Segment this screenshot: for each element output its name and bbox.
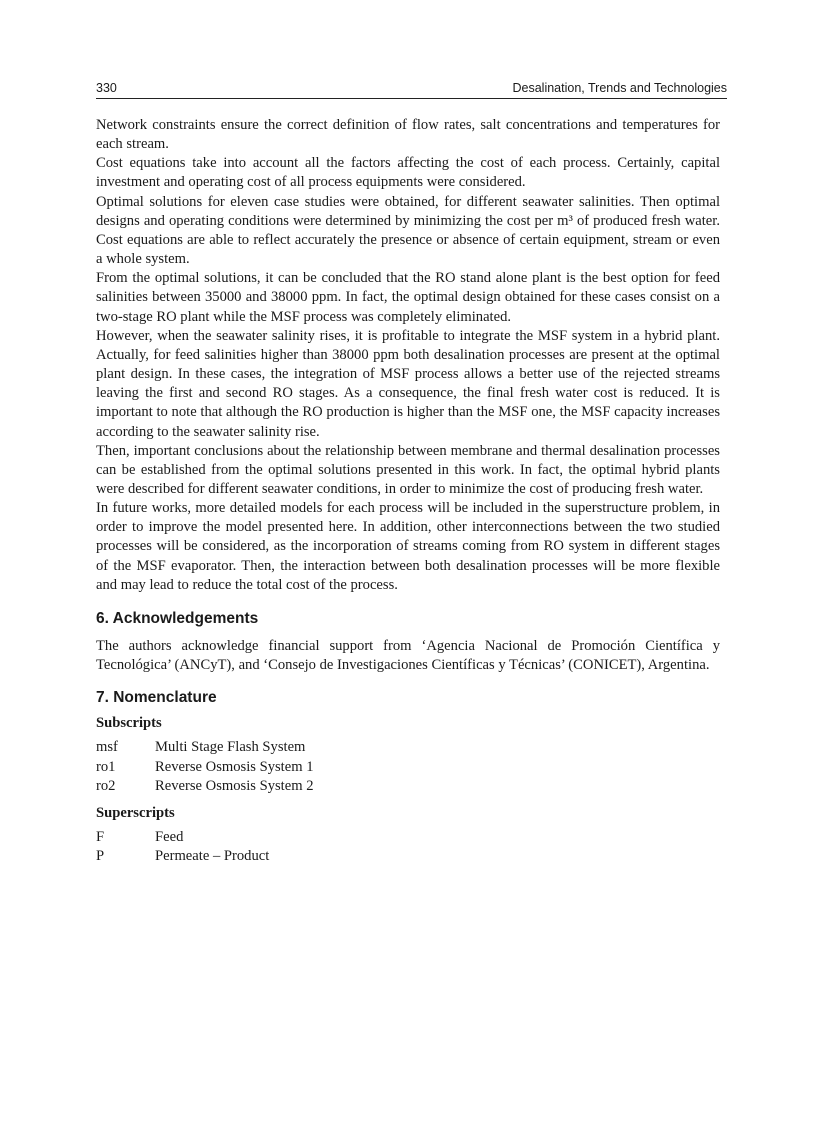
nomenclature-meaning: Feed	[155, 828, 184, 845]
running-title: Desalination, Trends and Technologies	[512, 81, 727, 95]
page-content	[96, 116, 720, 867]
nomenclature-section	[96, 688, 720, 867]
superscripts-heading: Superscripts	[96, 804, 175, 821]
nomenclature-symbol: msf	[96, 739, 118, 756]
nomenclature-meaning: Reverse Osmosis System 1	[155, 758, 314, 775]
nomenclature-row	[96, 777, 720, 797]
nomenclature-meaning: Permeate – Product	[155, 848, 270, 865]
body-paragraph: However, when the seawater salinity rises, it is profitable to integrate the MSF system in a hybrid plant. Actually, for feed salinities higher than 38000 ppm both desalination processes are present at the optimal plant design. In these cases, the integration of MSF process allows a better use of the rejected streams leaving the first and second RO stages. As a consequence, the final fresh water cost is reduced. It is important to note that although the RO production is higher than the MSF one, the MSF capacity increases according to the seawater salinity rise.	[96, 327, 720, 440]
section-heading: 6. Acknowledgements	[96, 609, 259, 627]
nomenclature-symbol: ro1	[96, 758, 116, 775]
nomenclature-meaning: Reverse Osmosis System 2	[155, 778, 314, 795]
body-paragraph: Optimal solutions for eleven case studies were obtained, for different seawater salinities. Then optimal designs and operating conditions were determined by minimizing the cost per m³ of produced fresh water. Cost equations are able to reflect accurately the presence or absence of certain equipment, stream or even a whole system.	[96, 193, 720, 268]
body-paragraph: Then, important conclusions about the relationship between membrane and thermal desalination processes can be established from the optimal solutions presented in this work. In fact, the optimal hybrid plants were described for different seawater conditions, in order to minimize the cost of producing fresh water.	[96, 442, 720, 497]
nomenclature-row	[96, 847, 720, 867]
acknowledgements-section	[96, 609, 720, 675]
running-header	[96, 80, 727, 99]
nomenclature-symbol: F	[96, 828, 105, 845]
nomenclature-symbol: P	[96, 848, 105, 865]
nomenclature-meaning: Multi Stage Flash System	[155, 739, 306, 756]
nomenclature-row	[96, 758, 720, 778]
body-paragraph: In future works, more detailed models for each process will be included in the superstructure problem, in order to improve the model presented here. In addition, other interconnections between the two studied processes will be considered, as the incorporation of streams coming from RO system in different stages of the MSF evaporator. Then, the interaction between both desalination processes will be more flexible and may lead to reduce the total cost of the process.	[96, 500, 720, 593]
body-paragraph: From the optimal solutions, it can be concluded that the RO stand alone plant is the best option for feed salinities between 35000 and 38000 ppm. In fact, the optimal design obtained for these cases consist on a two-stage RO plant while the MSF process was completely eliminated.	[96, 270, 720, 325]
acknowledgements-text: The authors acknowledge financial support from ‘Agencia Nacional de Promoción Científica y Tecnológica’ (ANCyT), and ‘Consejo de Investigaciones Científicas y Técnicas’ (CONICET), Argentina.	[96, 637, 720, 674]
page-number: 330	[96, 81, 117, 95]
body-paragraph: Cost equations take into account all the factors affecting the cost of each process. Certainly, capital investment and operating cost of all process equipments were considered.	[96, 155, 720, 191]
body-paragraph: Network constraints ensure the correct definition of flow rates, salt concentrations and temperatures for each stream.	[96, 117, 720, 153]
nomenclature-row	[96, 828, 720, 848]
subscripts-heading: Subscripts	[96, 715, 162, 732]
nomenclature-row	[96, 738, 720, 758]
section-heading: 7. Nomenclature	[96, 689, 217, 707]
nomenclature-symbol: ro2	[96, 778, 116, 795]
